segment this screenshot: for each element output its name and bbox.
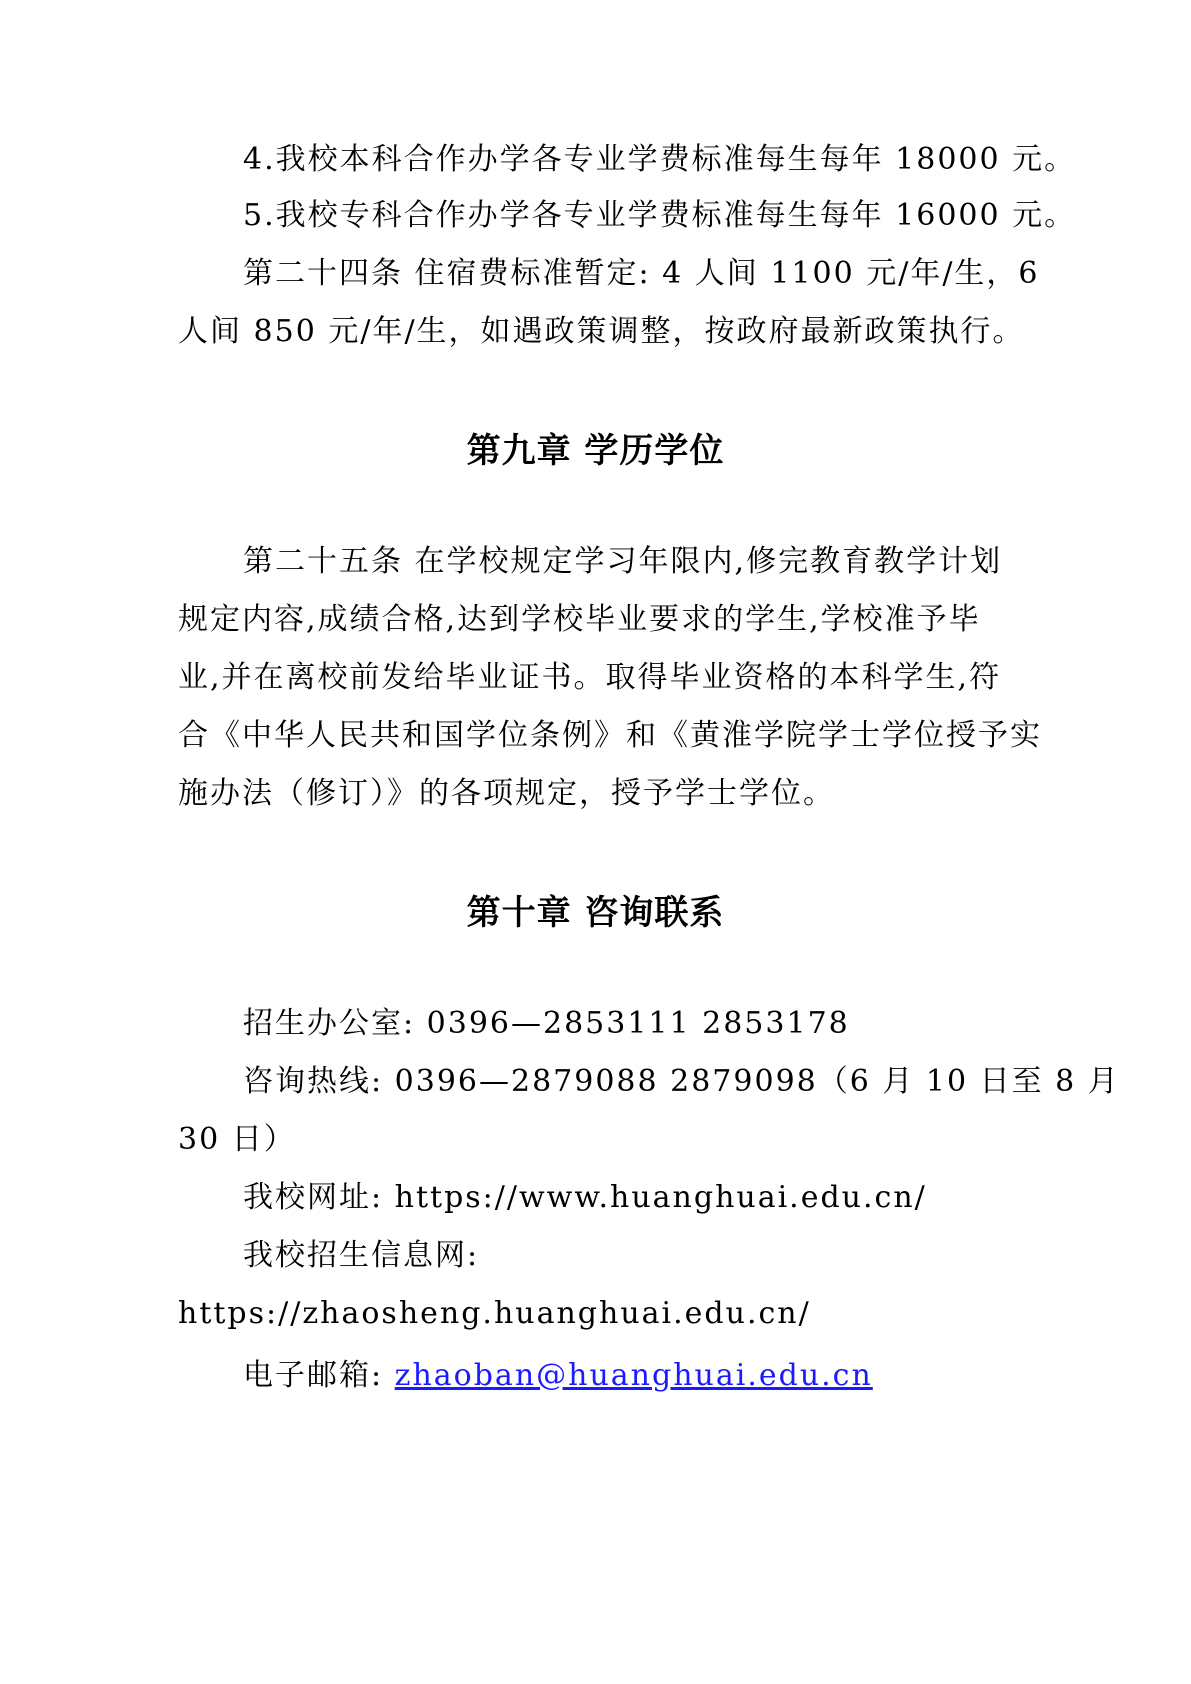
article-25-line5: 施办法（修订）》的各项规定，授予学士学位。 <box>178 776 835 811</box>
chapter-9-title: 第九章 学历学位 <box>466 431 725 471</box>
fee-item-4: 4.我校本科合作办学各专业学费标准每生每年 18000 元。 <box>243 142 1077 177</box>
email-row <box>0 1356 1191 1396</box>
chapter-10-title: 第十章 咨询联系 <box>466 893 725 933</box>
article-24-line2: 人间 850 元/年/生，如遇政策调整，按政府最新政策执行。 <box>178 314 1025 349</box>
article-25-line2: 规定内容,成绩合格,达到学校毕业要求的学生,学校准予毕 <box>178 602 981 637</box>
hotline-line2: 30 日） <box>178 1122 296 1157</box>
hotline-line1: 咨询热线: 0396—2879088 2879098（6 月 10 日至 8 月 <box>243 1064 1120 1099</box>
article-25-line3: 业,并在离校前发给毕业证书。取得毕业资格的本科学生,符 <box>178 660 1002 695</box>
admission-site-label: 我校招生信息网: <box>243 1238 480 1273</box>
article-25-line4: 合《中华人民共和国学位条例》和《黄淮学院学士学位授予实 <box>178 718 1042 753</box>
fee-item-5: 5.我校专科合作办学各专业学费标准每生每年 16000 元。 <box>243 198 1077 233</box>
admission-site-url: https://zhaosheng.huanghuai.edu.cn/ <box>178 1296 811 1331</box>
article-24-line1: 第二十四条 住宿费标准暂定: 4 人间 1100 元/年/生，6 <box>243 256 1040 291</box>
email-label: 电子邮箱: <box>243 1358 395 1393</box>
office-phone: 招生办公室: 0396—2853111 2853178 <box>243 1006 850 1041</box>
website: 我校网址: https://www.huanghuai.edu.cn/ <box>243 1180 927 1215</box>
article-25-line1: 第二十五条 在学校规定学习年限内,修完教育教学计划 <box>243 544 1003 579</box>
email-link[interactable]: zhaoban@huanghuai.edu.cn <box>394 1358 873 1393</box>
